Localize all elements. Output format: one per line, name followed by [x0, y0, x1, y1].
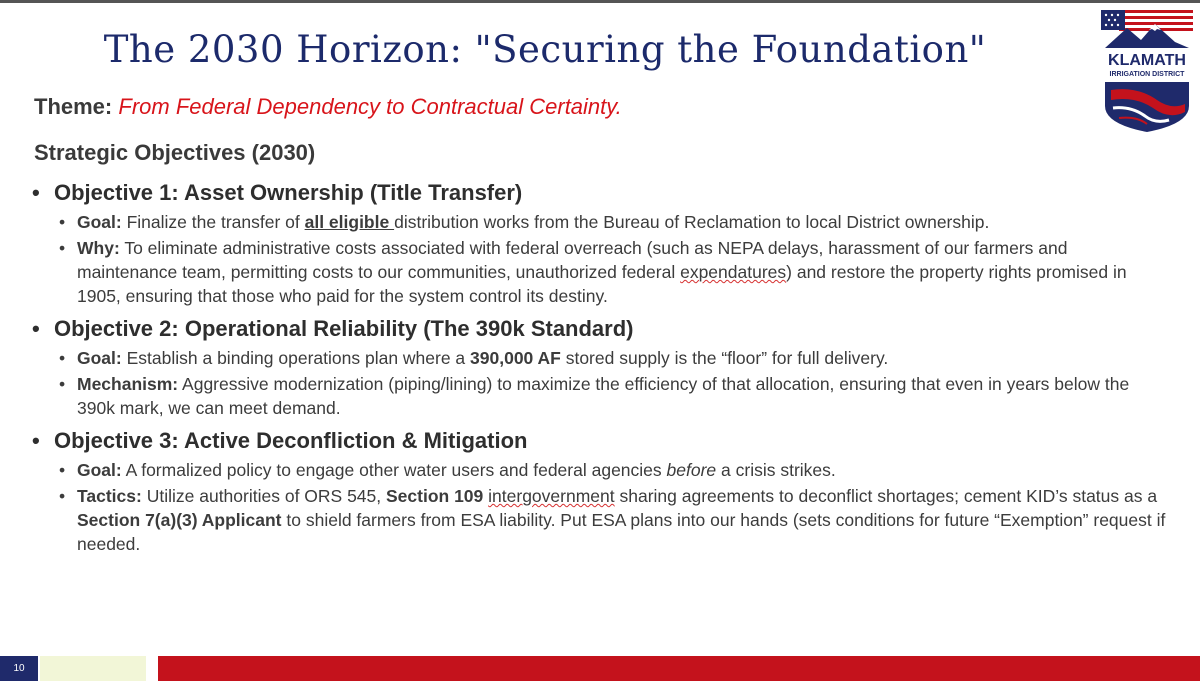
why-label: Why: — [77, 238, 120, 258]
logo-subtitle: IRRIGATION DISTRICT — [1109, 71, 1185, 78]
mechanism-label: Mechanism: — [77, 374, 179, 394]
goal-label: Goal: — [77, 212, 122, 232]
objective-3-title: • Objective 3: Active Deconfliction & Mitigation — [28, 426, 1168, 456]
why-text: To eliminate administrative costs associated with federal overreach (such as NEPA delays, harassment of our farmers and maintenance team, permitting costs to our communities, unauthorized federal — [77, 238, 1068, 282]
tactics-text: Utilize authorities of ORS 545, — [146, 486, 386, 506]
theme-label: Theme: — [34, 94, 113, 119]
tactics-text-2: sharing agreements to deconflict shortages; cement KID’s status as a — [614, 486, 1158, 506]
objective-1-goal — [28, 210, 1168, 234]
objective-1-title: • Objective 1: Asset Ownership (Title Transfer) — [28, 178, 1168, 208]
goal-emphasis: before — [666, 460, 717, 480]
footer-red-band — [158, 656, 1200, 681]
goal-emphasis: all eligible — [304, 212, 395, 232]
tactics-section-109: Section 109 — [386, 486, 484, 506]
goal-text-end: distribution works from the Bureau of Reclamation to local District ownership. — [394, 212, 990, 232]
goal-emphasis: 390,000 AF — [470, 348, 561, 368]
objective-3-tactics — [28, 484, 1168, 556]
goal-text-end: a crisis strikes. — [716, 460, 836, 480]
tactics-label: Tactics: — [77, 486, 142, 506]
flag-icon — [1101, 10, 1193, 31]
logo-name: KLAMATH — [1108, 52, 1186, 69]
strategic-objectives-heading: Strategic Objectives (2030) — [34, 140, 316, 165]
slide-title: The 2030 Horizon: "Securing the Foundation" — [103, 28, 987, 71]
goal-label: Goal: — [77, 460, 122, 480]
spellcheck-word: intergovernment — [488, 486, 615, 506]
spellcheck-word: expendatures — [680, 262, 787, 282]
goal-text: Finalize the transfer of — [126, 212, 305, 232]
theme-text: From Federal Dependency to Contractual Certainty. — [118, 94, 622, 119]
objective-2-title: • Objective 2: Operational Reliability (The 390k Standard) — [28, 314, 1168, 344]
objective-2-mechanism — [28, 372, 1168, 420]
theme-line — [34, 94, 622, 120]
objectives-list — [28, 178, 1168, 556]
page-number: 10 — [0, 656, 38, 681]
objective-3-goal — [28, 458, 1168, 482]
top-rule — [0, 0, 1200, 3]
footer-cream-block — [40, 656, 146, 681]
goal-text-end: stored supply is the “floor” for full delivery. — [560, 348, 889, 368]
tactics-text-3: to shield farmers from ESA liability. Put ESA plans into our hands (sets conditions for future “Exemption” request if needed. — [77, 510, 1166, 554]
goal-label: Goal: — [77, 348, 122, 368]
klamath-logo — [1097, 8, 1197, 134]
mechanism-text: Aggressive modernization (piping/lining) to maximize the efficiency of that allocation, ensuring that even in years below the 390k mark, we can meet demand. — [77, 374, 1130, 418]
objective-1-why — [28, 236, 1168, 308]
objective-2-goal — [28, 346, 1168, 370]
goal-text: Establish a binding operations plan where a — [126, 348, 471, 368]
goal-text: A formalized policy to engage other water users and federal agencies — [125, 460, 667, 480]
why-text-end: ) and restore the property rights promised in 1905, ensuring that those who paid for the system control its destiny. — [77, 262, 1127, 306]
tactics-section-7a3: Section 7(a)(3) Applicant — [77, 510, 282, 530]
